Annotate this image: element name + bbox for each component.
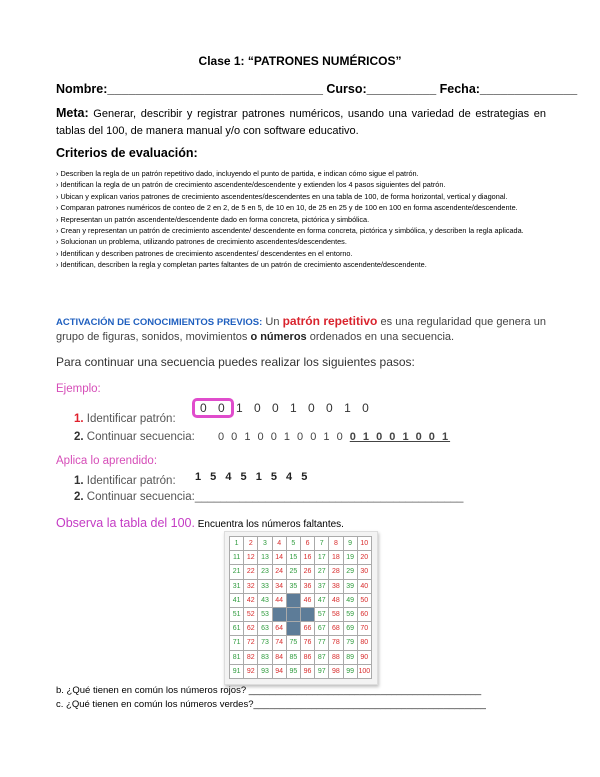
table-cell: 74 — [273, 636, 287, 650]
table-cell: 31 — [230, 580, 244, 594]
criterio-item: › Identifican y describen patrones de crecimiento ascendentes/ descendentes en el entorno. — [56, 248, 353, 258]
table-cell: 46 — [301, 594, 315, 608]
table-cell: 57 — [315, 608, 329, 622]
table-cell: 73 — [258, 636, 272, 650]
table-cell: 63 — [258, 622, 272, 636]
table-cell: 91 — [230, 665, 244, 679]
table-cell: 67 — [315, 622, 329, 636]
table-cell: 83 — [258, 651, 272, 665]
sequence-continued: 0 1 0 0 1 0 0 1 — [349, 431, 451, 443]
table-cell: 97 — [315, 665, 329, 679]
ejemplo-pattern: 0 0 1 0 0 1 0 0 1 0 — [200, 401, 373, 415]
aplica-step-2 — [74, 491, 463, 503]
table-cell: 28 — [329, 565, 343, 579]
table-cell: 89 — [344, 651, 358, 665]
activacion-text: Un — [262, 316, 283, 328]
missing-cell[interactable] — [287, 594, 301, 608]
table-cell: 49 — [344, 594, 358, 608]
table-cell: 61 — [230, 622, 244, 636]
criterio-item: › Ubican y explican varios patrones de crecimiento ascendentes/descendentes en una tabla de 100, de forma horizontal, vertical y diagonal. — [56, 191, 508, 201]
table-cell: 68 — [329, 622, 343, 636]
table-cell: 1 — [230, 537, 244, 551]
table-cell: 12 — [244, 551, 258, 565]
table-cell: 18 — [329, 551, 343, 565]
answer-line[interactable]: Continuar secuencia:__________________________________________ — [83, 491, 464, 503]
table-cell: 5 — [287, 537, 301, 551]
table-cell: 75 — [287, 636, 301, 650]
table-cell: 82 — [244, 651, 258, 665]
table-cell: 21 — [230, 565, 244, 579]
table-cell: 20 — [358, 551, 372, 565]
aplica-step-1 — [74, 475, 176, 487]
missing-cell[interactable] — [287, 608, 301, 622]
table-cell: 99 — [344, 665, 358, 679]
table-cell: 13 — [258, 551, 272, 565]
table-cell: 87 — [315, 651, 329, 665]
table-cell: 92 — [244, 665, 258, 679]
missing-cell[interactable] — [273, 608, 287, 622]
criterios-list — [56, 168, 546, 271]
activacion-text: ordenados en una secuencia. — [306, 331, 455, 343]
step-text: Identificar patrón: — [83, 475, 176, 487]
table-cell: 26 — [301, 565, 315, 579]
step-number: 2. — [74, 491, 84, 503]
table-cell: 39 — [344, 580, 358, 594]
table-cell: 2 — [244, 537, 258, 551]
table-cell: 19 — [344, 551, 358, 565]
table-cell: 51 — [230, 608, 244, 622]
criterio-item: › Representan un patrón ascendente/descendente dado en forma concreta, pictórica y simbólica. — [56, 214, 370, 224]
page-title: Clase 1: “PATRONES NUMÉRICOS” — [198, 54, 402, 68]
table-cell: 72 — [244, 636, 258, 650]
table-cell: 32 — [244, 580, 258, 594]
missing-cell[interactable] — [301, 608, 315, 622]
table-cell: 4 — [273, 537, 287, 551]
table-cell: 84 — [273, 651, 287, 665]
table-cell: 53 — [258, 608, 272, 622]
table-cell: 60 — [358, 608, 372, 622]
table-cell: 88 — [329, 651, 343, 665]
table-cell: 71 — [230, 636, 244, 650]
table-cell: 80 — [358, 636, 372, 650]
table-cell: 70 — [358, 622, 372, 636]
table-cell: 17 — [315, 551, 329, 565]
table-cell: 64 — [273, 622, 287, 636]
table-cell: 3 — [258, 537, 272, 551]
table-cell: 27 — [315, 565, 329, 579]
table-cell: 76 — [301, 636, 315, 650]
table-cell: 52 — [244, 608, 258, 622]
step-number: 1. — [74, 475, 84, 487]
ejemplo-step-1 — [74, 413, 176, 425]
ejemplo-step-2 — [74, 431, 195, 443]
observa-heading — [56, 516, 344, 530]
table-cell: 47 — [315, 594, 329, 608]
table-cell: 7 — [315, 537, 329, 551]
table-cell: 36 — [301, 580, 315, 594]
activacion-text: es una regularidad que genera un grupo de figuras, sonidos, movimientos — [56, 316, 546, 343]
table-cell: 85 — [287, 651, 301, 665]
table-cell: 86 — [301, 651, 315, 665]
activacion-paragraph — [56, 314, 546, 345]
numeros-term: o números — [250, 331, 307, 343]
criterio-item: › Comparan patrones numéricos de conteo de 2 en 2, de 5 en 5, de 10 en 10, de 25 en 25 y de 100 en 100 en forma ascendente/descendente. — [56, 203, 518, 213]
table-cell: 30 — [358, 565, 372, 579]
table-cell: 81 — [230, 651, 244, 665]
table-cell: 23 — [258, 565, 272, 579]
aplica-heading: Aplica lo aprendido: — [56, 455, 158, 467]
table-cell: 22 — [244, 565, 258, 579]
table-cell: 6 — [301, 537, 315, 551]
table-cell: 79 — [344, 636, 358, 650]
table-cell: 34 — [273, 580, 287, 594]
table-cell: 44 — [273, 594, 287, 608]
table-cell: 50 — [358, 594, 372, 608]
table-cell: 10 — [358, 537, 372, 551]
table-cell: 69 — [344, 622, 358, 636]
table-cell: 25 — [287, 565, 301, 579]
missing-cell[interactable] — [287, 622, 301, 636]
criterio-item: › Crean y representan un patrón de crecimiento ascendente/ descendente en forma concreta, pictórica y simbólica, y describen la regla aplicada. — [56, 226, 524, 236]
step-number: 2. — [74, 431, 84, 443]
table-cell: 66 — [301, 622, 315, 636]
criterios-heading: Criterios de evaluación: — [56, 146, 198, 160]
table-cell: 93 — [258, 665, 272, 679]
hundred-table — [224, 531, 378, 685]
table-cell: 42 — [244, 594, 258, 608]
table-cell: 38 — [329, 580, 343, 594]
meta-text: Generar, describir y registrar patrones numéricos, usando una variedad de estrategias en tablas del 100, de manera manual y/o con software educativo. — [56, 108, 546, 137]
table-cell: 58 — [329, 608, 343, 622]
question-b[interactable]: b. ¿Qué tienen en común los números rojos? ____________________________________________ — [56, 685, 482, 696]
table-cell: 9 — [344, 537, 358, 551]
criterio-item: › Solucionan un problema, utilizando patrones de crecimiento ascendentes/descendentes. — [56, 237, 347, 247]
aplica-pattern: 1 5 4 5 1 5 4 5 — [195, 471, 311, 483]
step-number: 1. — [74, 413, 84, 425]
table-cell: 48 — [329, 594, 343, 608]
ejemplo-sequence — [218, 431, 450, 443]
table-cell: 41 — [230, 594, 244, 608]
table-cell: 62 — [244, 622, 258, 636]
patron-repetitivo-term: patrón repetitivo — [282, 314, 378, 328]
table-cell: 78 — [329, 636, 343, 650]
table-cell: 29 — [344, 565, 358, 579]
student-info-line: Nombre:_______________________________ Curso:__________ Fecha:______________ — [56, 82, 578, 96]
table-cell: 35 — [287, 580, 301, 594]
activacion-label: ACTIVACIÓN DE CONOCIMIENTOS PREVIOS: — [56, 317, 263, 328]
table-cell: 90 — [358, 651, 372, 665]
table-cell: 24 — [273, 565, 287, 579]
table-cell: 14 — [273, 551, 287, 565]
table-cell: 100 — [358, 665, 372, 679]
sequence-given: 0 0 1 0 0 1 0 0 1 0 — [218, 431, 350, 443]
hundred-grid — [229, 536, 372, 679]
table-cell: 16 — [301, 551, 315, 565]
step-text: Identificar patrón: — [83, 413, 176, 425]
meta-paragraph — [56, 105, 546, 140]
table-cell: 8 — [329, 537, 343, 551]
table-cell: 40 — [358, 580, 372, 594]
table-cell: 98 — [329, 665, 343, 679]
step-text: Continuar secuencia: — [83, 431, 195, 443]
table-cell: 11 — [230, 551, 244, 565]
question-c[interactable]: c. ¿Qué tienen en común los números verdes?____________________________________________ — [56, 699, 486, 710]
criterio-item: › Identifican, describen la regla y completan partes faltantes de un patrón de crecimiento ascendente/descendente. — [56, 260, 427, 270]
table-cell: 15 — [287, 551, 301, 565]
observa-label: Observa la tabla del 100. — [56, 516, 195, 530]
table-cell: 95 — [287, 665, 301, 679]
table-cell: 77 — [315, 636, 329, 650]
table-cell: 37 — [315, 580, 329, 594]
criterio-item: › Describen la regla de un patrón repetitivo dado, incluyendo el punto de partida, e indican cómo sigue el patrón. — [56, 169, 419, 178]
meta-label: Meta: — [56, 106, 89, 120]
observa-text: Encuentra los números faltantes. — [194, 519, 344, 530]
criterio-item: › Identifican la regla de un patrón de crecimiento ascendente/descendente y extienden los 4 pasos siguientes del patrón. — [56, 180, 446, 190]
steps-intro: Para continuar una secuencia puedes realizar los siguientes pasos: — [56, 355, 415, 369]
table-cell: 33 — [258, 580, 272, 594]
ejemplo-heading: Ejemplo: — [56, 383, 101, 395]
table-cell: 43 — [258, 594, 272, 608]
table-cell: 96 — [301, 665, 315, 679]
table-cell: 59 — [344, 608, 358, 622]
table-cell: 94 — [273, 665, 287, 679]
